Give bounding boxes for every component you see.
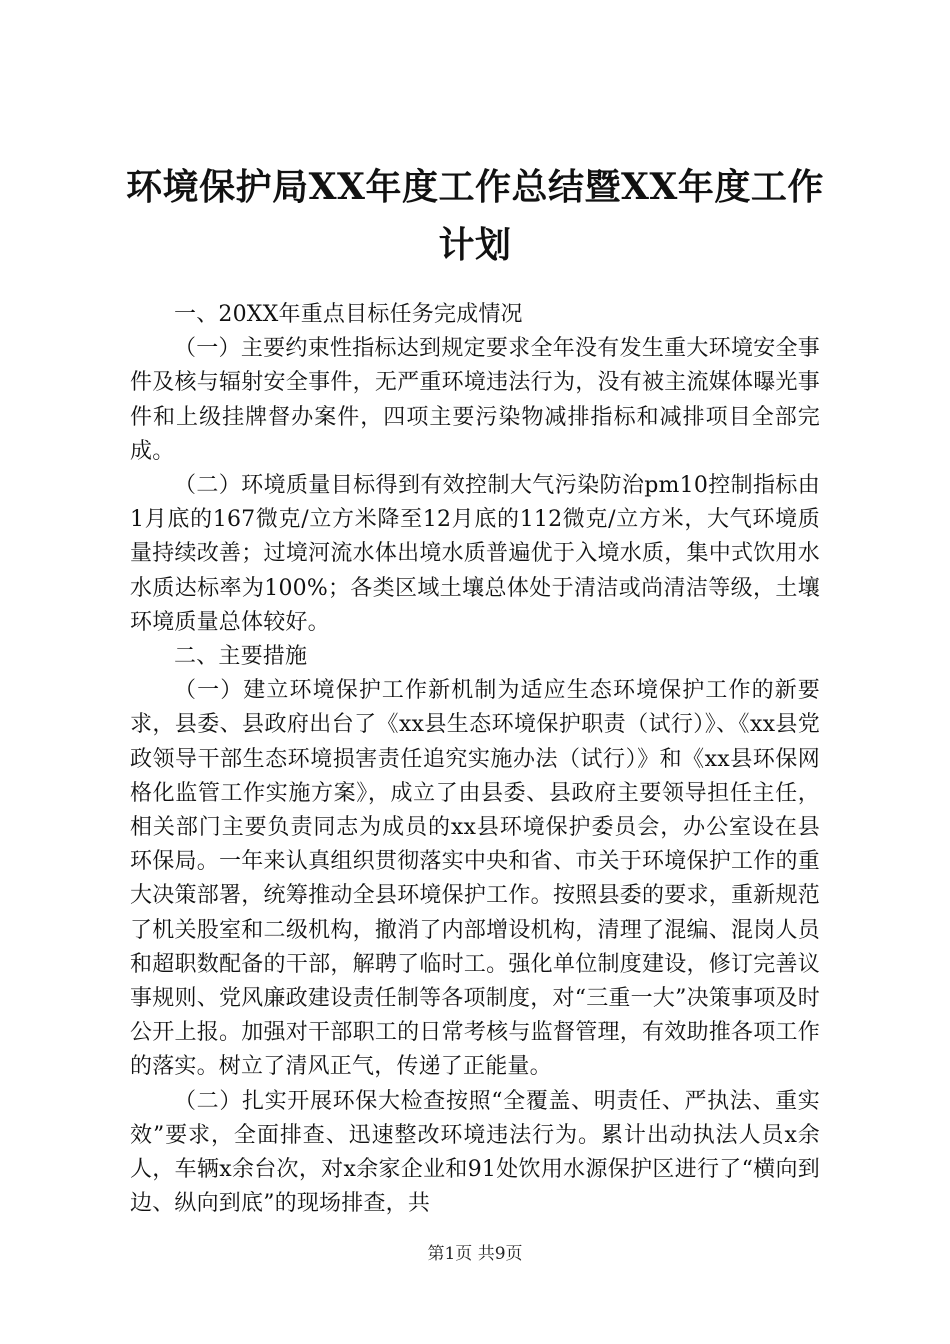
document-title: 环境保护局XX年度工作总结暨XX年度工作计划 (126, 166, 824, 266)
section-heading: 一、20XX年重点目标任务完成情况 (174, 302, 523, 327)
document-body (130, 298, 820, 1221)
paragraph: （二）扎实开展环保大检查按照“全覆盖、明责任、严执法、重实效”要求，全面排查、迅速整改环境违法行为。累计出动执法人员x余人，车辆x余台次，对x余家企业和91处饮用水源保护区进行了“横向到边、纵向到底”的现场排查，共 (130, 1088, 820, 1217)
paragraph: （一）主要约束性指标达到规定要求全年没有发生重大环境安全事件及核与辐射安全事件，无严重环境违法行为，没有被主流媒体曝光事件和上级挂牌督办案件，四项主要污染物减排指标和减排项目全部完成。 (130, 336, 820, 464)
section-heading: 二、主要措施 (174, 644, 308, 670)
paragraph: （二）环境质量目标得到有效控制大气污染防治pm10控制指标由1月底的167微克/立方米降至12月底的112微克/立方米，大气环境质量持续改善；过境河流水体出境水质普遍优于入境水质，集中式饮用水水质达标率为100%；各类区域土壤总体处于清洁或尚清洁等级，土壤环境质量总体较好。 (130, 473, 820, 635)
paragraph: （一）建立环境保护工作新机制为适应生态环境保护工作的新要求，县委、县政府出台了《xx县生态环境保护职责（试行）》、《xx县党政领导干部生态环境损害责任追究实施办法（试行）》和《xx县环保网格化监管工作实施方案》，成立了由县委、县政府主要领导担任主任，相关部门主要负责同志为成员的xx县环境保护委员会，办公室设在县环保局。一年来认真组织贯彻落实中央和省、市关于环境保护工作的重大决策部署，统筹推动全县环境保护工作。按照县委的要求，重新规范了机关股室和二级机构，撤消了内部增设机构，清理了混编、混岗人员和超职数配备的干部，解聘了临时工。强化单位制度建设，修订完善议事规则、党风廉政建设责任制等各项制度，对“三重一大”决策事项及时公开上报。加强对干部职工的日常考核与监督管理，有效助推各项工作的落实。树立了清风正气，传递了正能量。 (130, 678, 820, 1080)
page-number: 第1页 共9页 (427, 1244, 523, 1264)
